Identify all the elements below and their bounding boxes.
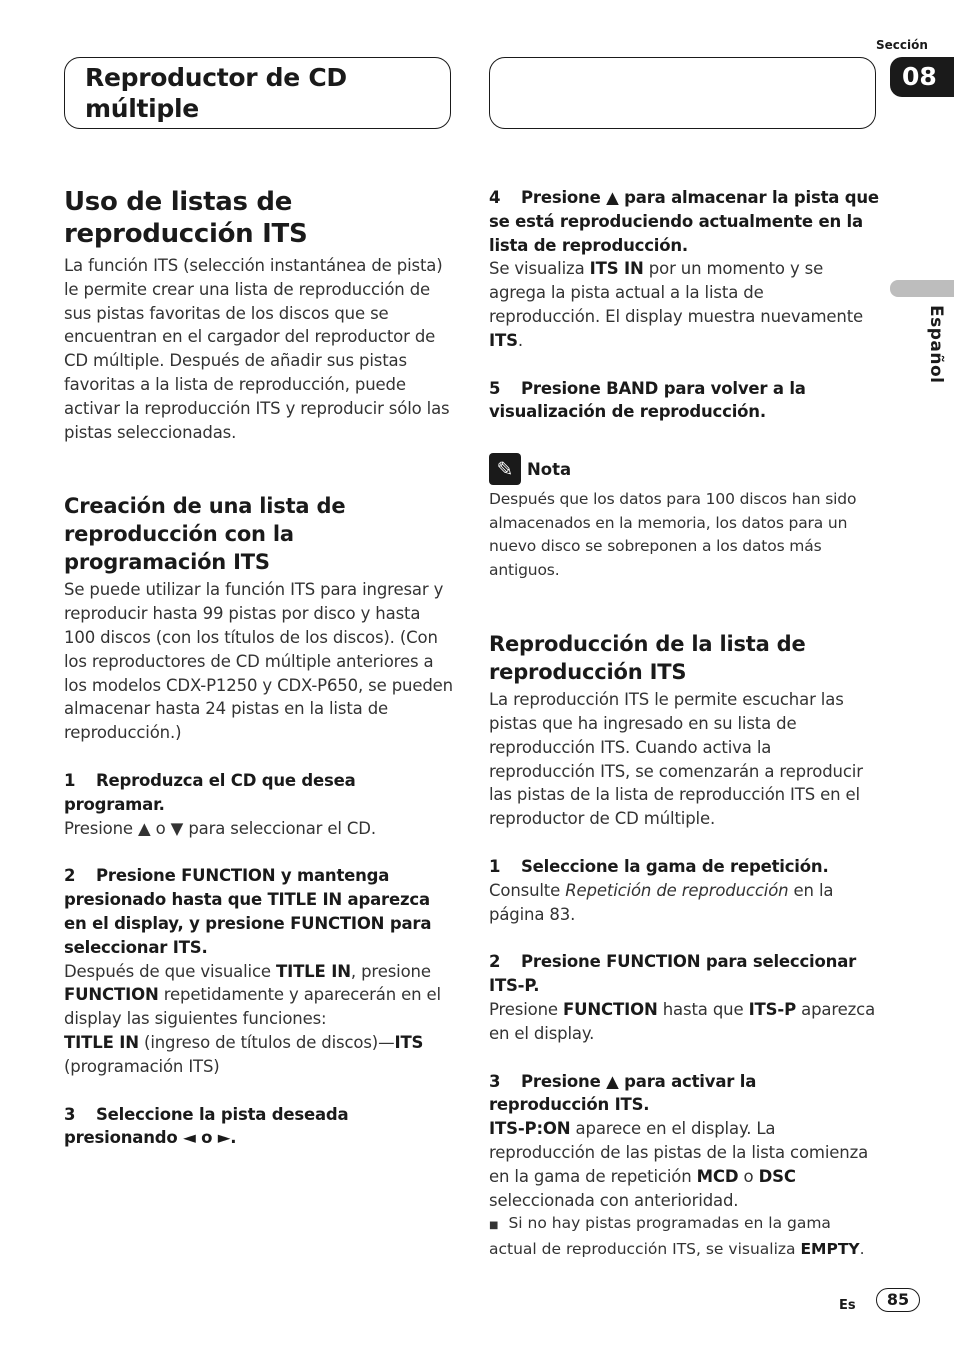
right-column (489, 186, 879, 1261)
note-text: Después que los datos para 100 discos han sido almacenados en la memoria, los datos para un nuevo disco se sobreponen a los datos más antiguos. (489, 490, 857, 579)
step-1: 1 Reproduzca el CD que desea programar. (64, 770, 356, 814)
bullet-square-icon: ■ (489, 1220, 499, 1232)
step-2: 2 Presione FUNCTION y mantenga presionado hasta que TITLE IN aparezca en el display, y presione FUNCTION para seleccionar ITS. (64, 866, 432, 957)
left-column (64, 186, 454, 1150)
main-heading: Uso de listas de reproducción ITS (64, 187, 308, 249)
playback-step-3-text: ITS-P:ON aparece en el display. La reproducción de las pistas de la lista comienza en la gama de repetición MCD o DSC seleccionada con anterioridad. (489, 1119, 869, 1210)
step-1-text: Presione ▲ o ▼ para seleccionar el CD. (64, 818, 376, 838)
creation-paragraph: Se puede utilizar la función ITS para ingresar y reproducir hasta 99 pistas por disco y hasta 100 discos (con los títulos de los discos). (Con los reproductores de CD múltiple anteriores a los modelos CDX-P1250 y CDX-P650, se pueden almacenar hasta 24 pistas en la lista de reproducción.) (64, 580, 453, 743)
playback-step-1: 1 Seleccione la gama de repetición. (489, 856, 829, 876)
playback-paragraph: La reproducción ITS le permite escuchar las pistas que ha ingresado en su lista de reproducción ITS. Cuando activa la reproducción ITS, se comenzarán a reproducir las pistas de la lista de reproducción ITS en el reproductor de CD múltiple. (489, 690, 863, 829)
section-label: Sección (876, 38, 928, 52)
playback-step-3: 3 Presione ▲ para activar la reproducción ITS. (489, 1071, 757, 1115)
language-tab (890, 280, 954, 297)
chapter-title-box (64, 57, 451, 129)
note-header (489, 452, 879, 486)
note-pencil-icon: ✎ (489, 453, 521, 485)
playback-step-1-text: Consulte Repetición de reproducción en la página 83. (489, 880, 834, 924)
note-body (489, 488, 879, 582)
step-4: 4 Presione ▲ para almacenar la pista que se está reproduciendo actualmente en la lista de reproducción. (489, 188, 879, 255)
playback-step-2: 2 Presione FUNCTION para seleccionar ITS-P. (489, 952, 857, 996)
step-3: 3 Seleccione la pista deseada presionando ◄ o ►. (64, 1104, 349, 1148)
section-number-badge: 08 (890, 57, 954, 97)
header-empty-box (489, 57, 876, 129)
step-2-text: Después de que visualice TITLE IN, presione FUNCTION repetidamente y aparecerán en el display las siguientes funciones: TITLE IN (ingreso de títulos de discos)—ITS (programación ITS) (64, 961, 441, 1076)
intro-paragraph: La función ITS (selección instantánea de pista) le permite crear una lista de reproducción de sus pistas favoritas de los discos que se encuentran en el cargador del reproductor de CD múltiple. Después de añadir sus pistas favoritas a la lista de reproducción, puede activar la reproducción ITS y reproducir sólo las pistas seleccionadas. (64, 256, 450, 442)
chapter-title: Reproductor de CD múltiple (85, 63, 347, 123)
subheading-creation: Creación de una lista de reproducción con la programación ITS (64, 494, 346, 575)
playback-step-2-text: Presione FUNCTION hasta que ITS-P aparezca en el display. (489, 999, 876, 1043)
bullet-note: ■ Si no hay pistas programadas en la gama actual de reproducción ITS, se visualiza EMPTY. (489, 1214, 865, 1258)
subheading-playback: Reproducción de la lista de reproducción ITS (489, 632, 806, 685)
footer-language-code: Es (839, 1298, 856, 1313)
language-label: Español (926, 305, 946, 384)
note-label: Nota (527, 459, 572, 479)
page-number: 85 (876, 1288, 920, 1312)
step-5: 5 Presione BAND para volver a la visualización de reproducción. (489, 378, 806, 422)
step-4-text: Se visualiza ITS IN por un momento y se agrega la pista actual a la lista de reproducción. El display muestra nuevamente ITS. (489, 259, 864, 350)
